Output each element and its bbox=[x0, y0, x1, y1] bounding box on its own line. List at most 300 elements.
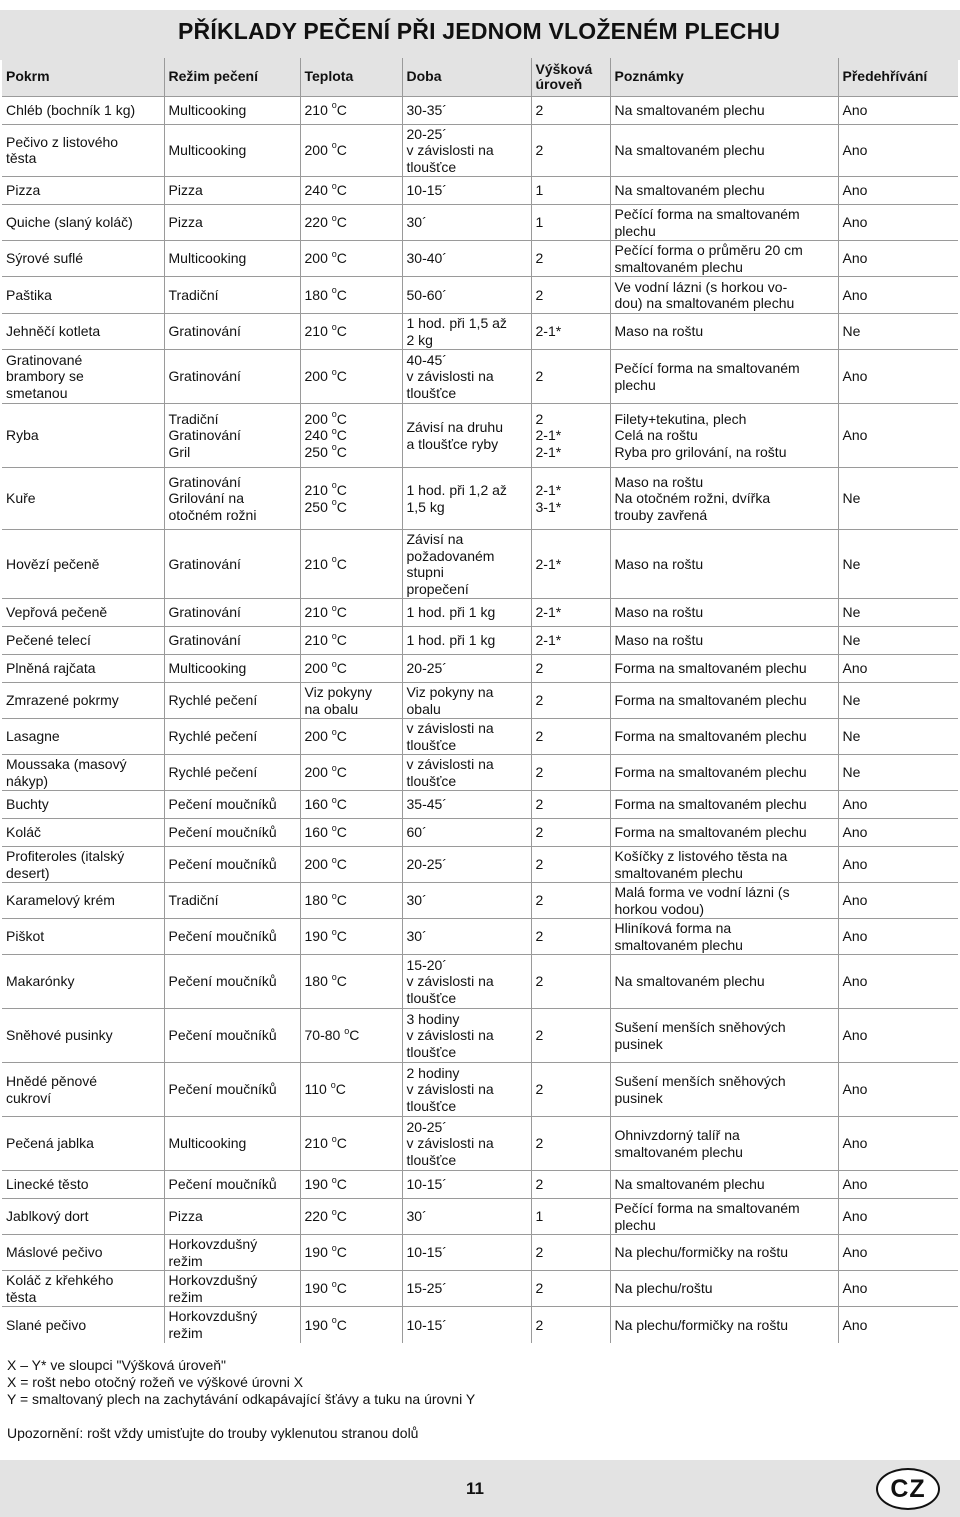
cell-food: Linecké těsto bbox=[2, 1171, 164, 1199]
cell-mode: Pečení moučníků bbox=[164, 919, 300, 955]
col-header-level: Výšková úroveň bbox=[531, 58, 610, 96]
cell-mode: Pečení moučníků bbox=[164, 1063, 300, 1117]
temp-value: 190 bbox=[304, 1176, 328, 1193]
cell-temp bbox=[300, 599, 402, 627]
cell-level: 2 bbox=[531, 755, 610, 791]
temp-value: 70-80 bbox=[304, 1027, 341, 1044]
cell-mode: Gratinování bbox=[164, 627, 300, 655]
table-row bbox=[2, 1235, 958, 1271]
table-row bbox=[2, 96, 958, 124]
cell-temp bbox=[300, 1307, 402, 1343]
temp-unit: C bbox=[336, 632, 347, 649]
cell-mode: Gratinování bbox=[164, 350, 300, 404]
cell-preheat: Ano bbox=[838, 241, 958, 277]
temp-unit: C bbox=[336, 1208, 347, 1225]
temp-value: 250 bbox=[304, 443, 328, 460]
cell-food: Piškot bbox=[2, 919, 164, 955]
temp-value: 210 bbox=[304, 632, 328, 649]
cell-note: Košíčky z listového těsta na smaltovaném plechu bbox=[610, 847, 838, 883]
cell-temp: Viz pokyny na obalu bbox=[300, 683, 402, 719]
table-row bbox=[2, 1307, 958, 1343]
cell-food: Buchty bbox=[2, 791, 164, 819]
cell-note: Na plechu/formičky na roštu bbox=[610, 1235, 838, 1271]
table-row bbox=[2, 627, 958, 655]
table-row bbox=[2, 683, 958, 719]
cell-note: Hliníková forma na smaltovaném plechu bbox=[610, 919, 838, 955]
cell-food: Jablkový dort bbox=[2, 1199, 164, 1235]
cell-preheat: Ano bbox=[838, 277, 958, 314]
cell-time: 3 hodiny v závislosti na tloušťce bbox=[402, 1009, 531, 1063]
cell-note: Forma na smaltovaném plechu bbox=[610, 655, 838, 683]
cell-temp bbox=[300, 791, 402, 819]
cell-temp bbox=[300, 1009, 402, 1063]
temp-unit: C bbox=[336, 443, 347, 460]
temp-value: 180 bbox=[304, 973, 328, 990]
cell-preheat: Ne bbox=[838, 683, 958, 719]
cell-time: 20-25´ v závislosti na tloušťce bbox=[402, 1117, 531, 1171]
cell-note: Filety+tekutina, plech Celá na roštu Ryba pro grilování, na roštu bbox=[610, 404, 838, 468]
cell-mode: Pečení moučníků bbox=[164, 791, 300, 819]
table-row bbox=[2, 314, 958, 350]
cell-preheat: Ano bbox=[838, 1235, 958, 1271]
cell-temp bbox=[300, 314, 402, 350]
cell-time: 10-15´ bbox=[402, 177, 531, 205]
table-row bbox=[2, 847, 958, 883]
table-row bbox=[2, 599, 958, 627]
temp-value: 240 bbox=[304, 182, 328, 199]
temp-unit: C bbox=[336, 1316, 347, 1333]
degree-sign: o bbox=[331, 822, 337, 833]
cell-note: Sušení menších sněhových pusinek bbox=[610, 1063, 838, 1117]
cell-time: 15-20´ v závislosti na tloušťce bbox=[402, 955, 531, 1009]
degree-sign: o bbox=[331, 1314, 337, 1325]
cell-temp bbox=[300, 919, 402, 955]
cell-note: Ohnivzdorný talíř na smaltovaném plechu bbox=[610, 1117, 838, 1171]
cell-food: Slané pečivo bbox=[2, 1307, 164, 1343]
cell-mode: Multicooking bbox=[164, 655, 300, 683]
cell-mode: Multicooking bbox=[164, 96, 300, 124]
degree-sign: o bbox=[331, 366, 337, 377]
temp-value: 200 bbox=[304, 728, 328, 745]
temp-value: 210 bbox=[304, 1135, 328, 1152]
cell-food: Makarónky bbox=[2, 955, 164, 1009]
cell-food: Máslové pečivo bbox=[2, 1235, 164, 1271]
cell-level: 2 2-1* 2-1* bbox=[531, 404, 610, 468]
table-row bbox=[2, 883, 958, 919]
degree-sign: o bbox=[331, 442, 337, 453]
cell-preheat: Ano bbox=[838, 1171, 958, 1199]
cell-temp bbox=[300, 404, 402, 468]
cell-preheat: Ano bbox=[838, 205, 958, 241]
cell-level: 2 bbox=[531, 1171, 610, 1199]
cell-note: Forma na smaltovaném plechu bbox=[610, 819, 838, 847]
temp-value: 210 bbox=[304, 604, 328, 621]
cell-note: Na plechu/roštu bbox=[610, 1271, 838, 1307]
temp-unit: C bbox=[336, 1244, 347, 1261]
cell-time: 10-15´ bbox=[402, 1307, 531, 1343]
temp-value: 190 bbox=[304, 928, 328, 945]
cell-level: 2 bbox=[531, 883, 610, 919]
temp-unit: C bbox=[336, 323, 347, 340]
col-header-food: Pokrm bbox=[2, 58, 164, 96]
table-row bbox=[2, 205, 958, 241]
cell-time: 1 hod. při 1,2 až 1,5 kg bbox=[402, 468, 531, 530]
cell-temp bbox=[300, 350, 402, 404]
degree-sign: o bbox=[331, 180, 337, 191]
cell-time: 10-15´ bbox=[402, 1171, 531, 1199]
table-row bbox=[2, 1271, 958, 1307]
degree-sign: o bbox=[331, 630, 337, 641]
degree-sign: o bbox=[331, 1133, 337, 1144]
cell-food: Pizza bbox=[2, 177, 164, 205]
cell-mode: Gratinování Grilování na otočném rožni bbox=[164, 468, 300, 530]
temp-value: 190 bbox=[304, 1244, 328, 1261]
cell-time: v závislosti na tloušťce bbox=[402, 755, 531, 791]
cell-level: 2-1* 3-1* bbox=[531, 468, 610, 530]
degree-sign: o bbox=[331, 248, 337, 259]
temp-unit: C bbox=[336, 214, 347, 231]
temp-value: 160 bbox=[304, 824, 328, 841]
cell-preheat: Ne bbox=[838, 719, 958, 755]
cell-preheat: Ano bbox=[838, 655, 958, 683]
cell-time: 1 hod. při 1 kg bbox=[402, 627, 531, 655]
cell-note: Na plechu/formičky na roštu bbox=[610, 1307, 838, 1343]
cell-level: 2 bbox=[531, 955, 610, 1009]
degree-sign: o bbox=[331, 890, 337, 901]
temp-value: 180 bbox=[304, 892, 328, 909]
cell-food: Quiche (slaný koláč) bbox=[2, 205, 164, 241]
temp-unit: C bbox=[336, 482, 347, 498]
degree-sign: o bbox=[344, 1025, 350, 1036]
temp-unit: C bbox=[336, 410, 347, 427]
table-row bbox=[2, 1063, 958, 1117]
table-row bbox=[2, 655, 958, 683]
degree-sign: o bbox=[331, 602, 337, 613]
temp-unit: C bbox=[336, 1135, 347, 1152]
cell-note: Maso na roštu bbox=[610, 599, 838, 627]
cell-preheat: Ne bbox=[838, 599, 958, 627]
table-body bbox=[2, 96, 958, 1343]
cell-mode: Pečení moučníků bbox=[164, 955, 300, 1009]
table-row bbox=[2, 1009, 958, 1063]
temp-unit: C bbox=[336, 764, 347, 781]
cell-food: Hnědé pěnové cukroví bbox=[2, 1063, 164, 1117]
table-row bbox=[2, 791, 958, 819]
cell-level: 2 bbox=[531, 1117, 610, 1171]
cell-mode: Multicooking bbox=[164, 124, 300, 177]
cell-temp bbox=[300, 719, 402, 755]
cell-preheat: Ano bbox=[838, 1063, 958, 1117]
cell-food: Paštika bbox=[2, 277, 164, 314]
country-badge: CZ bbox=[876, 1468, 940, 1510]
temp-value: 200 bbox=[304, 250, 328, 267]
temp-unit: C bbox=[336, 856, 347, 873]
col-header-time: Doba bbox=[402, 58, 531, 96]
cell-preheat: Ano bbox=[838, 955, 958, 1009]
cell-temp bbox=[300, 655, 402, 683]
cell-mode: Tradiční bbox=[164, 883, 300, 919]
cell-temp bbox=[300, 955, 402, 1009]
cell-time: 60´ bbox=[402, 819, 531, 847]
cell-note: Forma na smaltovaném plechu bbox=[610, 755, 838, 791]
temp-value: 210 bbox=[304, 482, 328, 498]
temp-value: 250 bbox=[304, 498, 328, 515]
cell-preheat: Ano bbox=[838, 177, 958, 205]
cell-preheat: Ano bbox=[838, 1271, 958, 1307]
cell-note: Forma na smaltovaném plechu bbox=[610, 683, 838, 719]
legend-line: Y = smaltovaný plech na zachytávání odkapávající šťávy a tuku na úrovni Y bbox=[7, 1391, 476, 1407]
cell-time: 30-35´ bbox=[402, 96, 531, 124]
temp-value: 110 bbox=[304, 1081, 327, 1098]
cell-time: 1 hod. při 1 kg bbox=[402, 599, 531, 627]
temp-value: 200 bbox=[304, 410, 328, 427]
cell-preheat: Ano bbox=[838, 883, 958, 919]
cell-time: 20-25´ bbox=[402, 847, 531, 883]
cell-time: 30-40´ bbox=[402, 241, 531, 277]
degree-sign: o bbox=[331, 409, 337, 420]
degree-sign: o bbox=[331, 971, 337, 982]
degree-sign: o bbox=[331, 100, 337, 111]
cell-mode: Pečení moučníků bbox=[164, 819, 300, 847]
cell-temp bbox=[300, 241, 402, 277]
temp-unit: C bbox=[336, 1280, 347, 1297]
cell-mode: Multicooking bbox=[164, 1117, 300, 1171]
cell-level: 2 bbox=[531, 655, 610, 683]
cell-temp bbox=[300, 124, 402, 177]
cell-preheat: Ano bbox=[838, 1009, 958, 1063]
cell-preheat: Ne bbox=[838, 314, 958, 350]
col-header-preheat: Předehřívání bbox=[838, 58, 958, 96]
cell-temp bbox=[300, 1271, 402, 1307]
temp-value: 200 bbox=[304, 856, 328, 873]
cell-time: 10-15´ bbox=[402, 1235, 531, 1271]
cell-food: Plněná rajčata bbox=[2, 655, 164, 683]
temp-value: 220 bbox=[304, 1208, 328, 1225]
degree-sign: o bbox=[331, 285, 337, 296]
cell-time: 30´ bbox=[402, 883, 531, 919]
table-header-row bbox=[2, 58, 958, 96]
cell-preheat: Ano bbox=[838, 404, 958, 468]
cell-level: 2 bbox=[531, 241, 610, 277]
degree-sign: o bbox=[331, 762, 337, 773]
cell-time: 40-45´ v závislosti na tloušťce bbox=[402, 350, 531, 404]
temp-value: 200 bbox=[304, 368, 328, 385]
cell-preheat: Ano bbox=[838, 1307, 958, 1343]
cell-time: 20-25´ v závislosti na tloušťce bbox=[402, 124, 531, 177]
cell-mode: Rychlé pečení bbox=[164, 719, 300, 755]
cell-preheat: Ano bbox=[838, 1199, 958, 1235]
cell-temp bbox=[300, 819, 402, 847]
cell-temp bbox=[300, 1199, 402, 1235]
cell-level: 2 bbox=[531, 683, 610, 719]
temp-value: 220 bbox=[304, 214, 328, 231]
cell-level: 2 bbox=[531, 791, 610, 819]
cell-preheat: Ano bbox=[838, 1117, 958, 1171]
cell-temp bbox=[300, 205, 402, 241]
cell-mode: Horkovzdušný režim bbox=[164, 1307, 300, 1343]
temp-unit: C bbox=[336, 498, 347, 515]
cell-mode: Pečení moučníků bbox=[164, 847, 300, 883]
table-row bbox=[2, 177, 958, 205]
cell-note: Na smaltovaném plechu bbox=[610, 96, 838, 124]
warning-note: Upozornění: rošt vždy umisťujte do trouby vyklenutou stranou dolů bbox=[7, 1425, 419, 1441]
temp-unit: C bbox=[336, 555, 347, 572]
cell-time: Viz pokyny na obalu bbox=[402, 683, 531, 719]
table-row bbox=[2, 530, 958, 599]
cell-temp bbox=[300, 468, 402, 530]
cell-level: 2 bbox=[531, 96, 610, 124]
temp-unit: C bbox=[336, 250, 347, 267]
cell-preheat: Ne bbox=[838, 755, 958, 791]
page-number: 11 bbox=[466, 1479, 484, 1498]
cell-temp bbox=[300, 277, 402, 314]
cell-note: Forma na smaltovaném plechu bbox=[610, 791, 838, 819]
degree-sign: o bbox=[331, 1206, 337, 1217]
cell-food: Koláč z křehkého těsta bbox=[2, 1271, 164, 1307]
cell-level: 2 bbox=[531, 277, 610, 314]
cell-preheat: Ano bbox=[838, 919, 958, 955]
temp-unit: C bbox=[336, 824, 347, 841]
cell-level: 2-1* bbox=[531, 599, 610, 627]
cell-level: 2 bbox=[531, 1063, 610, 1117]
temp-unit: C bbox=[336, 142, 347, 158]
cell-time: 30´ bbox=[402, 1199, 531, 1235]
temp-value: 240 bbox=[304, 427, 328, 444]
degree-sign: o bbox=[331, 554, 337, 565]
cell-note: Na smaltovaném plechu bbox=[610, 177, 838, 205]
cell-note: Malá forma ve vodní lázni (s horkou vodou) bbox=[610, 883, 838, 919]
cell-note: Na smaltovaném plechu bbox=[610, 955, 838, 1009]
cell-temp bbox=[300, 883, 402, 919]
temp-unit: C bbox=[336, 368, 347, 385]
cell-food: Moussaka (masový nákyp) bbox=[2, 755, 164, 791]
cell-mode: Gratinování bbox=[164, 599, 300, 627]
table-row bbox=[2, 350, 958, 404]
cell-preheat: Ano bbox=[838, 847, 958, 883]
cell-temp bbox=[300, 1171, 402, 1199]
cell-food: Ryba bbox=[2, 404, 164, 468]
cell-note: Pečící forma na smaltovaném plechu bbox=[610, 350, 838, 404]
temp-unit: C bbox=[349, 1027, 360, 1044]
degree-sign: o bbox=[331, 1174, 337, 1185]
cell-food: Profiteroles (italský desert) bbox=[2, 847, 164, 883]
temp-value: 200 bbox=[304, 764, 328, 781]
cell-time: 20-25´ bbox=[402, 655, 531, 683]
table-row bbox=[2, 1199, 958, 1235]
temp-unit: C bbox=[336, 728, 347, 745]
temp-unit: C bbox=[336, 1176, 347, 1193]
temp-unit: C bbox=[336, 286, 347, 303]
temp-value: 190 bbox=[304, 1280, 328, 1297]
cell-level: 2-1* bbox=[531, 627, 610, 655]
degree-sign: o bbox=[331, 321, 337, 332]
cell-level: 2 bbox=[531, 847, 610, 883]
baking-table bbox=[2, 58, 958, 1343]
cell-level: 2 bbox=[531, 350, 610, 404]
cell-time: 1 hod. při 1,5 až 2 kg bbox=[402, 314, 531, 350]
cell-level: 2 bbox=[531, 124, 610, 177]
cell-preheat: Ne bbox=[838, 468, 958, 530]
cell-mode: Rychlé pečení bbox=[164, 755, 300, 791]
table-row bbox=[2, 404, 958, 468]
cell-temp bbox=[300, 96, 402, 124]
cell-food: Pečené telecí bbox=[2, 627, 164, 655]
cell-level: 2-1* bbox=[531, 314, 610, 350]
legend-line: X – Y* ve sloupci "Výšková úroveň" bbox=[7, 1357, 227, 1373]
cell-preheat: Ano bbox=[838, 350, 958, 404]
cell-temp bbox=[300, 755, 402, 791]
degree-sign: o bbox=[331, 726, 337, 737]
cell-preheat: Ano bbox=[838, 791, 958, 819]
cell-food: Sněhové pusinky bbox=[2, 1009, 164, 1063]
degree-sign: o bbox=[331, 794, 337, 805]
cell-food: Jehněčí kotleta bbox=[2, 314, 164, 350]
cell-time: Závisí na požadovaném stupni propečení bbox=[402, 530, 531, 599]
cell-note: Na smaltovaném plechu bbox=[610, 1171, 838, 1199]
cell-note: Pečící forma na smaltovaném plechu bbox=[610, 205, 838, 241]
table-row bbox=[2, 1171, 958, 1199]
cell-note: Ve vodní lázni (s horkou vo- dou) na smaltovaném plechu bbox=[610, 277, 838, 314]
cell-mode: Pizza bbox=[164, 1199, 300, 1235]
cell-mode: Tradiční Gratinování Gril bbox=[164, 404, 300, 468]
cell-mode: Pizza bbox=[164, 205, 300, 241]
cell-level: 2 bbox=[531, 1307, 610, 1343]
cell-preheat: Ne bbox=[838, 627, 958, 655]
cell-mode: Pizza bbox=[164, 177, 300, 205]
degree-sign: o bbox=[331, 1278, 337, 1289]
cell-temp bbox=[300, 847, 402, 883]
cell-note: Na smaltovaném plechu bbox=[610, 124, 838, 177]
temp-value: 210 bbox=[304, 323, 328, 340]
table-row bbox=[2, 955, 958, 1009]
cell-mode: Pečení moučníků bbox=[164, 1171, 300, 1199]
cell-mode: Gratinování bbox=[164, 530, 300, 599]
cell-food: Pečená jablka bbox=[2, 1117, 164, 1171]
degree-sign: o bbox=[331, 854, 337, 865]
cell-level: 2 bbox=[531, 1271, 610, 1307]
temp-unit: C bbox=[336, 796, 347, 813]
col-header-notes: Poznámky bbox=[610, 58, 838, 96]
temp-value: 200 bbox=[304, 660, 328, 677]
col-header-mode: Režim pečení bbox=[164, 58, 300, 96]
temp-value: 210 bbox=[304, 555, 328, 572]
table-row bbox=[2, 719, 958, 755]
cell-food: Kuře bbox=[2, 468, 164, 530]
col-header-temp: Teplota bbox=[300, 58, 402, 96]
cell-temp bbox=[300, 1235, 402, 1271]
cell-preheat: Ano bbox=[838, 96, 958, 124]
cell-note: Maso na roštu bbox=[610, 530, 838, 599]
cell-food: Hovězí pečeně bbox=[2, 530, 164, 599]
cell-time: 50-60´ bbox=[402, 277, 531, 314]
table-row bbox=[2, 755, 958, 791]
cell-time: v závislosti na tloušťce bbox=[402, 719, 531, 755]
cell-level: 1 bbox=[531, 177, 610, 205]
cell-temp bbox=[300, 1117, 402, 1171]
cell-note: Maso na roštu Na otočném rožni, dvířka trouby zavřená bbox=[610, 468, 838, 530]
legend-line: X = rošt nebo otočný rožeň ve výškové úrovni X bbox=[7, 1374, 304, 1390]
cell-time: 35-45´ bbox=[402, 791, 531, 819]
cell-food: Koláč bbox=[2, 819, 164, 847]
temp-unit: C bbox=[336, 660, 347, 677]
cell-level: 2 bbox=[531, 1235, 610, 1271]
cell-mode: Horkovzdušný režim bbox=[164, 1235, 300, 1271]
degree-sign: o bbox=[331, 658, 337, 669]
cell-level: 2-1* bbox=[531, 530, 610, 599]
degree-sign: o bbox=[331, 212, 337, 223]
cell-note: Maso na roštu bbox=[610, 627, 838, 655]
temp-unit: C bbox=[336, 101, 347, 118]
